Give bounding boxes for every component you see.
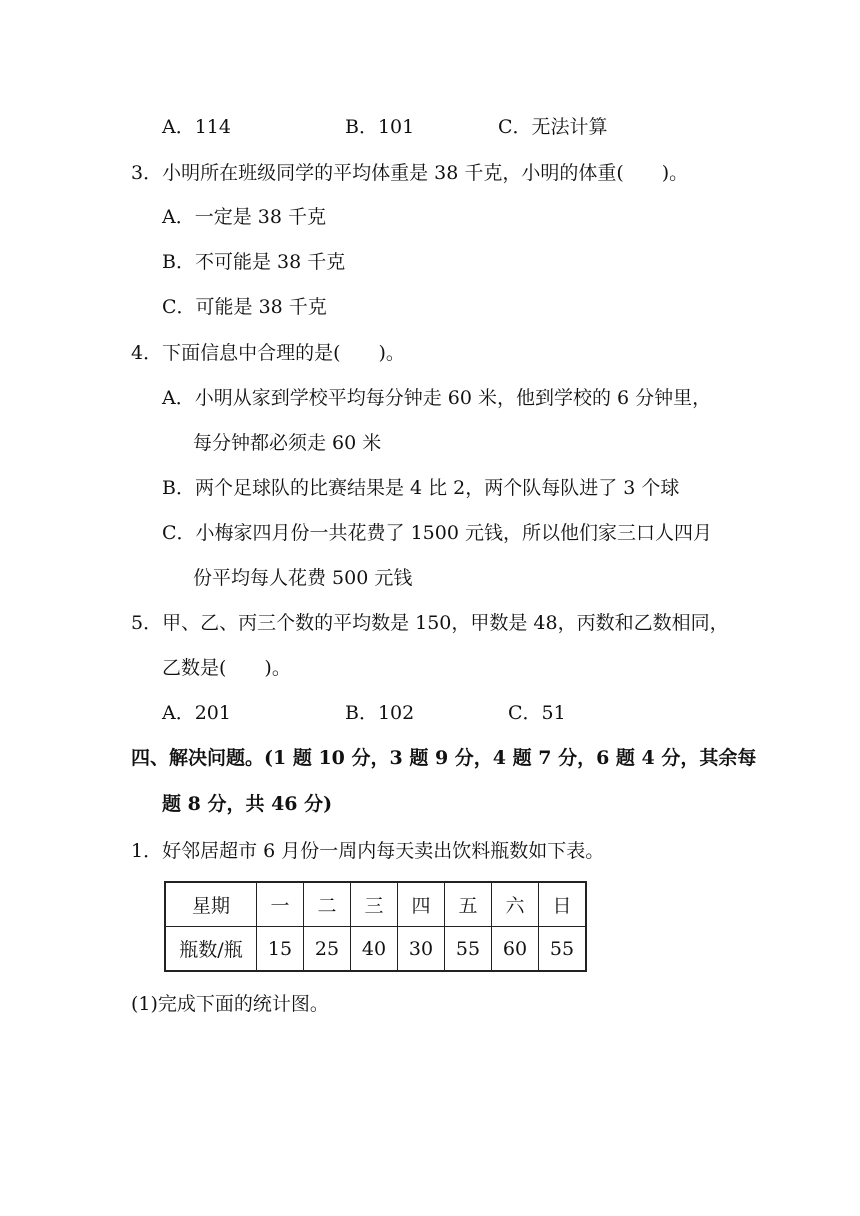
day-3: 三: [351, 882, 398, 927]
day-4: 四: [398, 882, 445, 927]
q3-option-c: C．可能是 38 千克: [162, 296, 327, 318]
day-5: 五: [445, 882, 492, 927]
table-row: [165, 927, 586, 972]
day-1: 一: [257, 882, 304, 927]
count-5: 55: [445, 927, 492, 972]
q5-option-c: C．51: [508, 702, 566, 724]
q4-option-c-line1: C．小梅家四月份一共花费了 1500 元钱，所以他们家三口人四月: [162, 522, 712, 544]
count-2: 25: [304, 927, 351, 972]
count-1: 15: [257, 927, 304, 972]
row2-header: 瓶数/瓶: [165, 927, 257, 972]
day-2: 二: [304, 882, 351, 927]
q5-option-b: B．102: [345, 702, 415, 724]
q5-stem-line1: 5．甲、乙、丙三个数的平均数是 150，甲数是 48，丙数和乙数相同，: [131, 612, 729, 634]
section4-heading-line2: 题 8 分，共 46 分): [162, 793, 333, 815]
count-6: 60: [492, 927, 539, 972]
q4-option-b: B．两个足球队的比赛结果是 4 比 2，两个队每队进了 3 个球: [162, 477, 680, 499]
q4-option-a-line2: 每分钟都必须走 60 米: [193, 432, 382, 454]
row1-header: 星期: [165, 882, 257, 927]
q5-stem-line2: 乙数是( )。: [162, 657, 291, 679]
section4-heading-line1: 四、解决问题。(1 题 10 分，3 题 9 分，4 题 7 分，6 题 4 分，其余每: [131, 747, 757, 769]
q5-option-a: A．201: [162, 702, 231, 724]
count-3: 40: [351, 927, 398, 972]
bottles-sold-table: [164, 881, 587, 972]
q4-option-a-line1: A．小明从家到学校平均每分钟走 60 米，他到学校的 6 分钟里，: [162, 387, 712, 409]
q3-option-b: B．不可能是 38 千克: [162, 251, 346, 273]
day-7: 日: [539, 882, 587, 927]
table-row: [165, 882, 586, 927]
q4-option-c-line2: 份平均每人花费 500 元钱: [193, 567, 413, 589]
q2-option-a: A．114: [162, 116, 231, 138]
count-7: 55: [539, 927, 587, 972]
q4-stem: 4．下面信息中合理的是( )。: [131, 342, 405, 364]
day-6: 六: [492, 882, 539, 927]
q2-option-b: B．101: [345, 116, 415, 138]
q2-option-c: C．无法计算: [498, 116, 608, 138]
count-4: 30: [398, 927, 445, 972]
q3-stem: 3．小明所在班级同学的平均体重是 38 千克，小明的体重( )。: [131, 162, 689, 184]
s4q1-sub1: (1)完成下面的统计图。: [131, 993, 329, 1015]
s4q1-stem: 1．好邻居超市 6 月份一周内每天卖出饮料瓶数如下表。: [131, 840, 605, 862]
q3-option-a: A．一定是 38 千克: [162, 206, 326, 228]
